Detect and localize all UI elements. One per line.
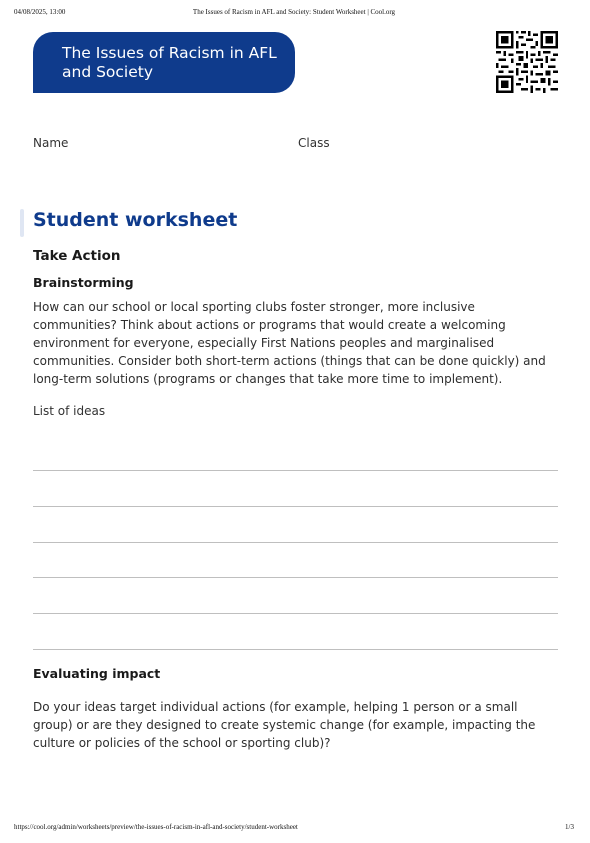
qr-code-icon [496, 31, 558, 93]
evaluating-impact-heading: Evaluating impact [33, 666, 161, 681]
answer-line[interactable] [33, 470, 558, 471]
evaluating-impact-prompt: Do your ideas target individual actions (for example, helping 1 person or a small group) or are they designed to create systemic change (for example, impacting the culture or policies of the school or sporting club)? [33, 700, 536, 750]
answer-line[interactable] [33, 506, 558, 507]
worksheet-title: The Issues of Racism in AFL and Society [62, 44, 277, 81]
list-of-ideas-label: List of ideas [33, 404, 106, 418]
print-url: https://cool.org/admin/worksheets/preview/the-issues-of-racism-in-afl-and-society/student-worksheet [14, 823, 298, 831]
take-action-heading: Take Action [33, 248, 121, 264]
answer-line[interactable] [33, 649, 558, 650]
section-accent-bar [20, 209, 24, 237]
name-field-label: Name [33, 136, 69, 150]
title-banner [33, 32, 295, 93]
answer-line[interactable] [33, 577, 558, 578]
answer-line[interactable] [33, 542, 558, 543]
print-page-title: The Issues of Racism in AFL and Society: Student Worksheet | Cool.org [192, 8, 396, 16]
print-datetime: 04/08/2025, 13:00 [14, 8, 66, 16]
section-title: Student worksheet [33, 209, 238, 231]
print-footer [14, 823, 574, 833]
print-page-number: 1/3 [565, 823, 574, 831]
brainstorming-heading: Brainstorming [33, 275, 134, 290]
answer-line[interactable] [33, 613, 558, 614]
class-field-label: Class [298, 136, 330, 150]
brainstorming-prompt: How can our school or local sporting clubs foster stronger, more inclusive communities? Think about actions or programs that would create a welcoming environment for everyone, especially First Nations peoples and marginalised communities. Consider both short-term actions (things that can be done quickly) and long-term solutions (programs or changes that take more time to implement). [33, 300, 546, 386]
print-header [14, 8, 574, 18]
